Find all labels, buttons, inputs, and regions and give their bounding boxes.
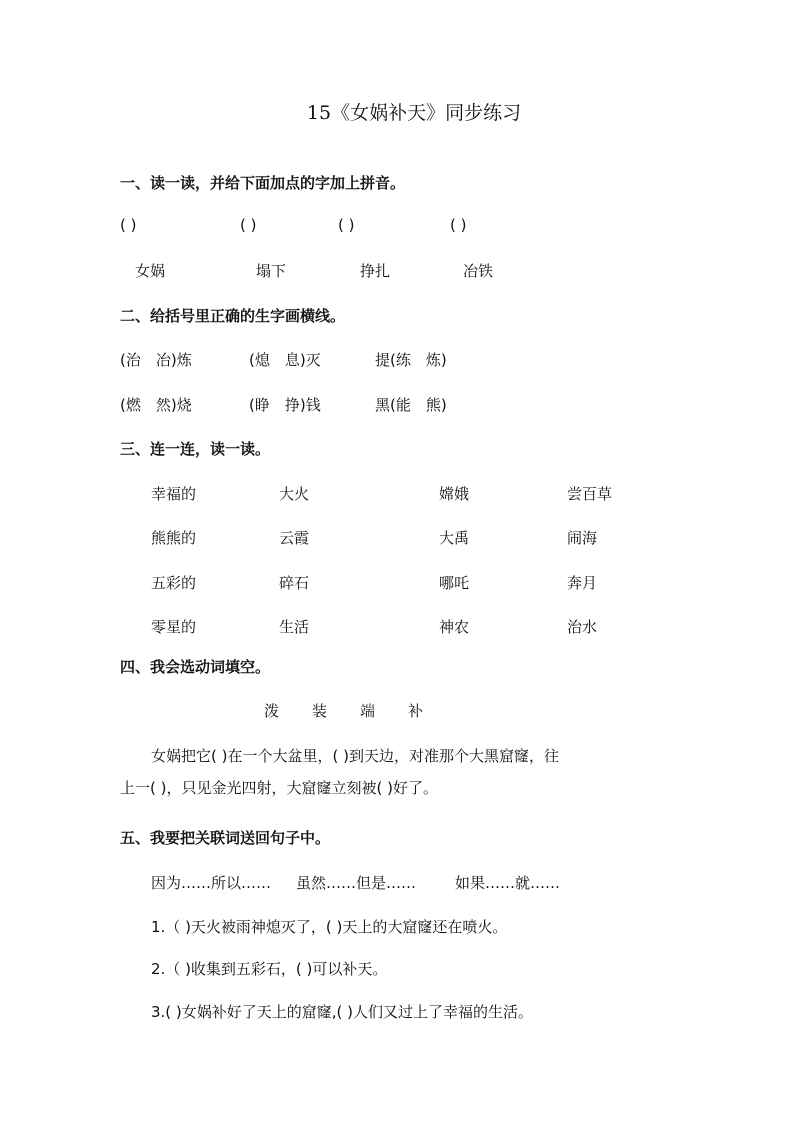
match-item: 大禹 (439, 529, 470, 547)
verb-option: 泼 (264, 702, 280, 720)
match-item: 嫦娥 (439, 485, 470, 503)
match-item: 尝百草 (567, 485, 613, 503)
match-item: 五彩的 (151, 574, 197, 592)
conjunction-sentence: 1.（ )天火被雨神熄灭了，( )天上的大窟窿还在喷火。 (151, 918, 508, 936)
choice-item: (治 冶)炼 (120, 351, 192, 369)
conjunction-option: 如果……就…… (455, 874, 561, 892)
fill-sentence-line1: 女娲把它( )在一个大盆里，( )到天边，对准那个大黑窟窿，往 (151, 747, 559, 765)
pinyin-word-1: 女娲 (135, 262, 166, 280)
pinyin-blank-1: ( ) (120, 216, 137, 234)
match-item: 闹海 (567, 529, 598, 547)
match-item: 大火 (279, 485, 310, 503)
match-item: 熊熊的 (151, 529, 197, 547)
verb-option: 补 (408, 702, 424, 720)
pinyin-blank-3: ( ) (338, 216, 355, 234)
pinyin-word-2: 塌下 (256, 262, 287, 280)
match-item: 云霞 (279, 529, 310, 547)
choice-item: 提(练 炼) (375, 351, 447, 369)
match-item: 零星的 (151, 618, 197, 636)
choice-item: (燃 然)烧 (120, 396, 192, 414)
choice-item: (熄 息)灭 (249, 351, 321, 369)
fill-sentence-line2: 上一( )，只见金光四射，大窟窿立刻被( )好了。 (120, 779, 438, 797)
page-title: 15《女娲补天》同步练习 (306, 102, 522, 124)
match-item: 奔月 (567, 574, 598, 592)
match-item: 治水 (567, 618, 598, 636)
conjunction-option: 因为……所以…… (151, 874, 272, 892)
verb-option: 端 (360, 702, 376, 720)
pinyin-blank-2: ( ) (240, 216, 257, 234)
conjunction-sentence: 3.( )女娲补好了天上的窟窿,( )人们又过上了幸福的生活。 (151, 1003, 534, 1021)
section1-heading: 一、读一读，并给下面加点的字加上拼音。 (120, 174, 406, 192)
pinyin-word-3: 挣扎 (360, 262, 391, 280)
section4-heading: 四、我会选动词填空。 (120, 658, 271, 676)
pinyin-blank-4: ( ) (450, 216, 467, 234)
match-item: 哪吒 (439, 574, 470, 592)
match-item: 神农 (439, 618, 470, 636)
verb-option: 装 (312, 702, 328, 720)
choice-item: 黑(能 熊) (375, 396, 447, 414)
match-item: 幸福的 (151, 485, 197, 503)
conjunction-option: 虽然……但是…… (296, 874, 417, 892)
pinyin-word-4: 冶铁 (463, 262, 494, 280)
conjunction-sentence: 2.（ )收集到五彩石，( )可以补天。 (151, 960, 388, 978)
section3-heading: 三、连一连，读一读。 (120, 440, 271, 458)
section2-heading: 二、给括号里正确的生字画横线。 (120, 307, 346, 325)
choice-item: (睁 挣)钱 (249, 396, 321, 414)
match-item: 碎石 (279, 574, 310, 592)
section5-heading: 五、我要把关联词送回句子中。 (120, 829, 331, 847)
match-item: 生活 (279, 618, 310, 636)
